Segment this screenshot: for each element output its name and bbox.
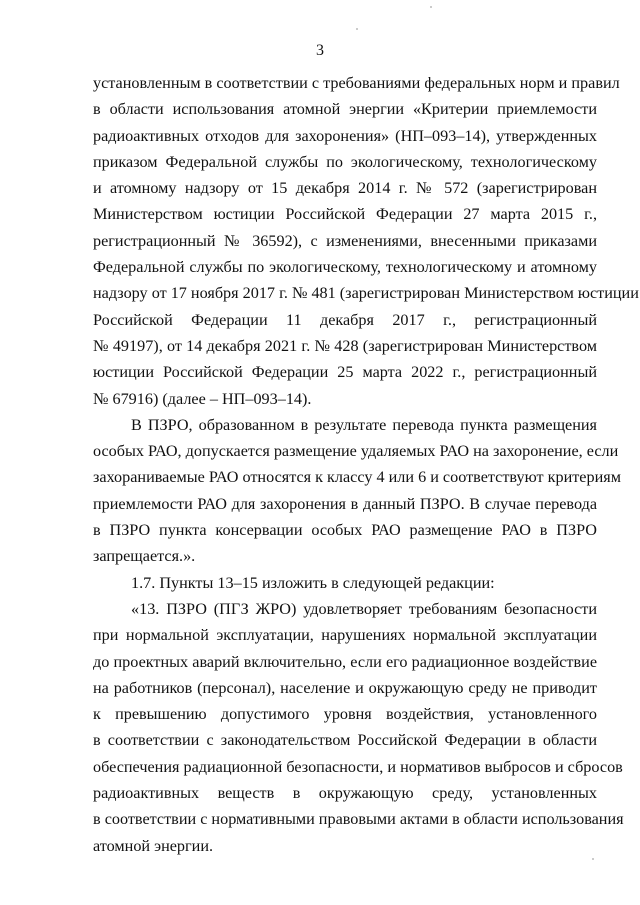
text-line: особых РАО, допускается размещение удаляемых РАО на захоронение, если	[93, 442, 619, 461]
text-line: к превышению допустимого уровня воздействия, установленного	[93, 705, 597, 724]
text-line: В ПЗРО, образованном в результате перевода пункта размещения	[131, 415, 597, 434]
text-line: радиоактивных веществ в окружающую среду, установленных	[93, 784, 597, 803]
text-line: регистрационный № 36592), с изменениями, внесенными приказами	[93, 231, 597, 250]
text-line: в соответствии с нормативными правовыми актами в области использования	[93, 810, 624, 829]
text-line: Федеральной службы по экологическому, технологическому и атомному	[93, 258, 597, 277]
text-line: обеспечения радиационной безопасности, и нормативов выбросов и сбросов	[93, 757, 623, 776]
text-line: на работников (персонал), население и окружающую среду не приводит	[93, 678, 597, 697]
text-line: до проектных аварий включительно, если его радиационное воздействие	[93, 652, 597, 671]
text-line: надзору от 17 ноября 2017 г. № 481 (зарегистрирован Министерством юстиции	[93, 284, 639, 303]
text-line: № 49197), от 14 декабря 2021 г. № 428 (зарегистрирован Министерством	[93, 336, 597, 355]
text-line: в соответствии с законодательством Российской Федерации в области	[93, 731, 597, 750]
scan-speck	[592, 858, 594, 860]
document-body	[93, 70, 639, 859]
text-line: юстиции Российской Федерации 25 марта 2022 г., регистрационный	[93, 363, 597, 382]
text-line: «13. ПЗРО (ПГЗ ЖРО) удовлетворяет требованиям безопасности	[131, 599, 597, 618]
text-line: № 67916) (далее – НП–093–14).	[93, 389, 312, 408]
scan-speck	[356, 28, 358, 30]
text-line: 1.7. Пункты 13–15 изложить в следующей редакции:	[131, 573, 495, 592]
text-line: в ПЗРО пункта консервации особых РАО размещение РАО в ПЗРО	[93, 521, 597, 540]
text-line: захораниваемые РАО относятся к классу 4 или 6 и соответствуют критериям	[93, 468, 621, 487]
text-line: радиоактивных отходов для захоронения» (НП–093–14), утвержденных	[93, 126, 597, 145]
text-line: атомной энергии.	[93, 836, 214, 855]
text-line: Министерством юстиции Российской Федерации 27 марта 2015 г.,	[93, 205, 597, 224]
text-line: приемлемости РАО для захоронения в данный ПЗРО. В случае перевода	[93, 494, 597, 513]
text-line: установленным в соответствии с требованиями федеральных норм и правил	[93, 74, 620, 92]
text-line: запрещается.».	[93, 547, 196, 566]
text-line: приказом Федеральной службы по экологическому, технологическому	[93, 152, 597, 171]
page-number: 3	[316, 42, 324, 59]
text-line: Российской Федерации 11 декабря 2017 г., регистрационный	[93, 310, 597, 329]
text-line: при нормальной эксплуатации, нарушениях нормальной эксплуатации	[93, 626, 597, 645]
text-line: и атомному надзору от 15 декабря 2014 г. № 572 (зарегистрирован	[93, 179, 597, 198]
text-line: в области использования атомной энергии «Критерии приемлемости	[93, 100, 597, 119]
scan-speck	[430, 6, 432, 8]
